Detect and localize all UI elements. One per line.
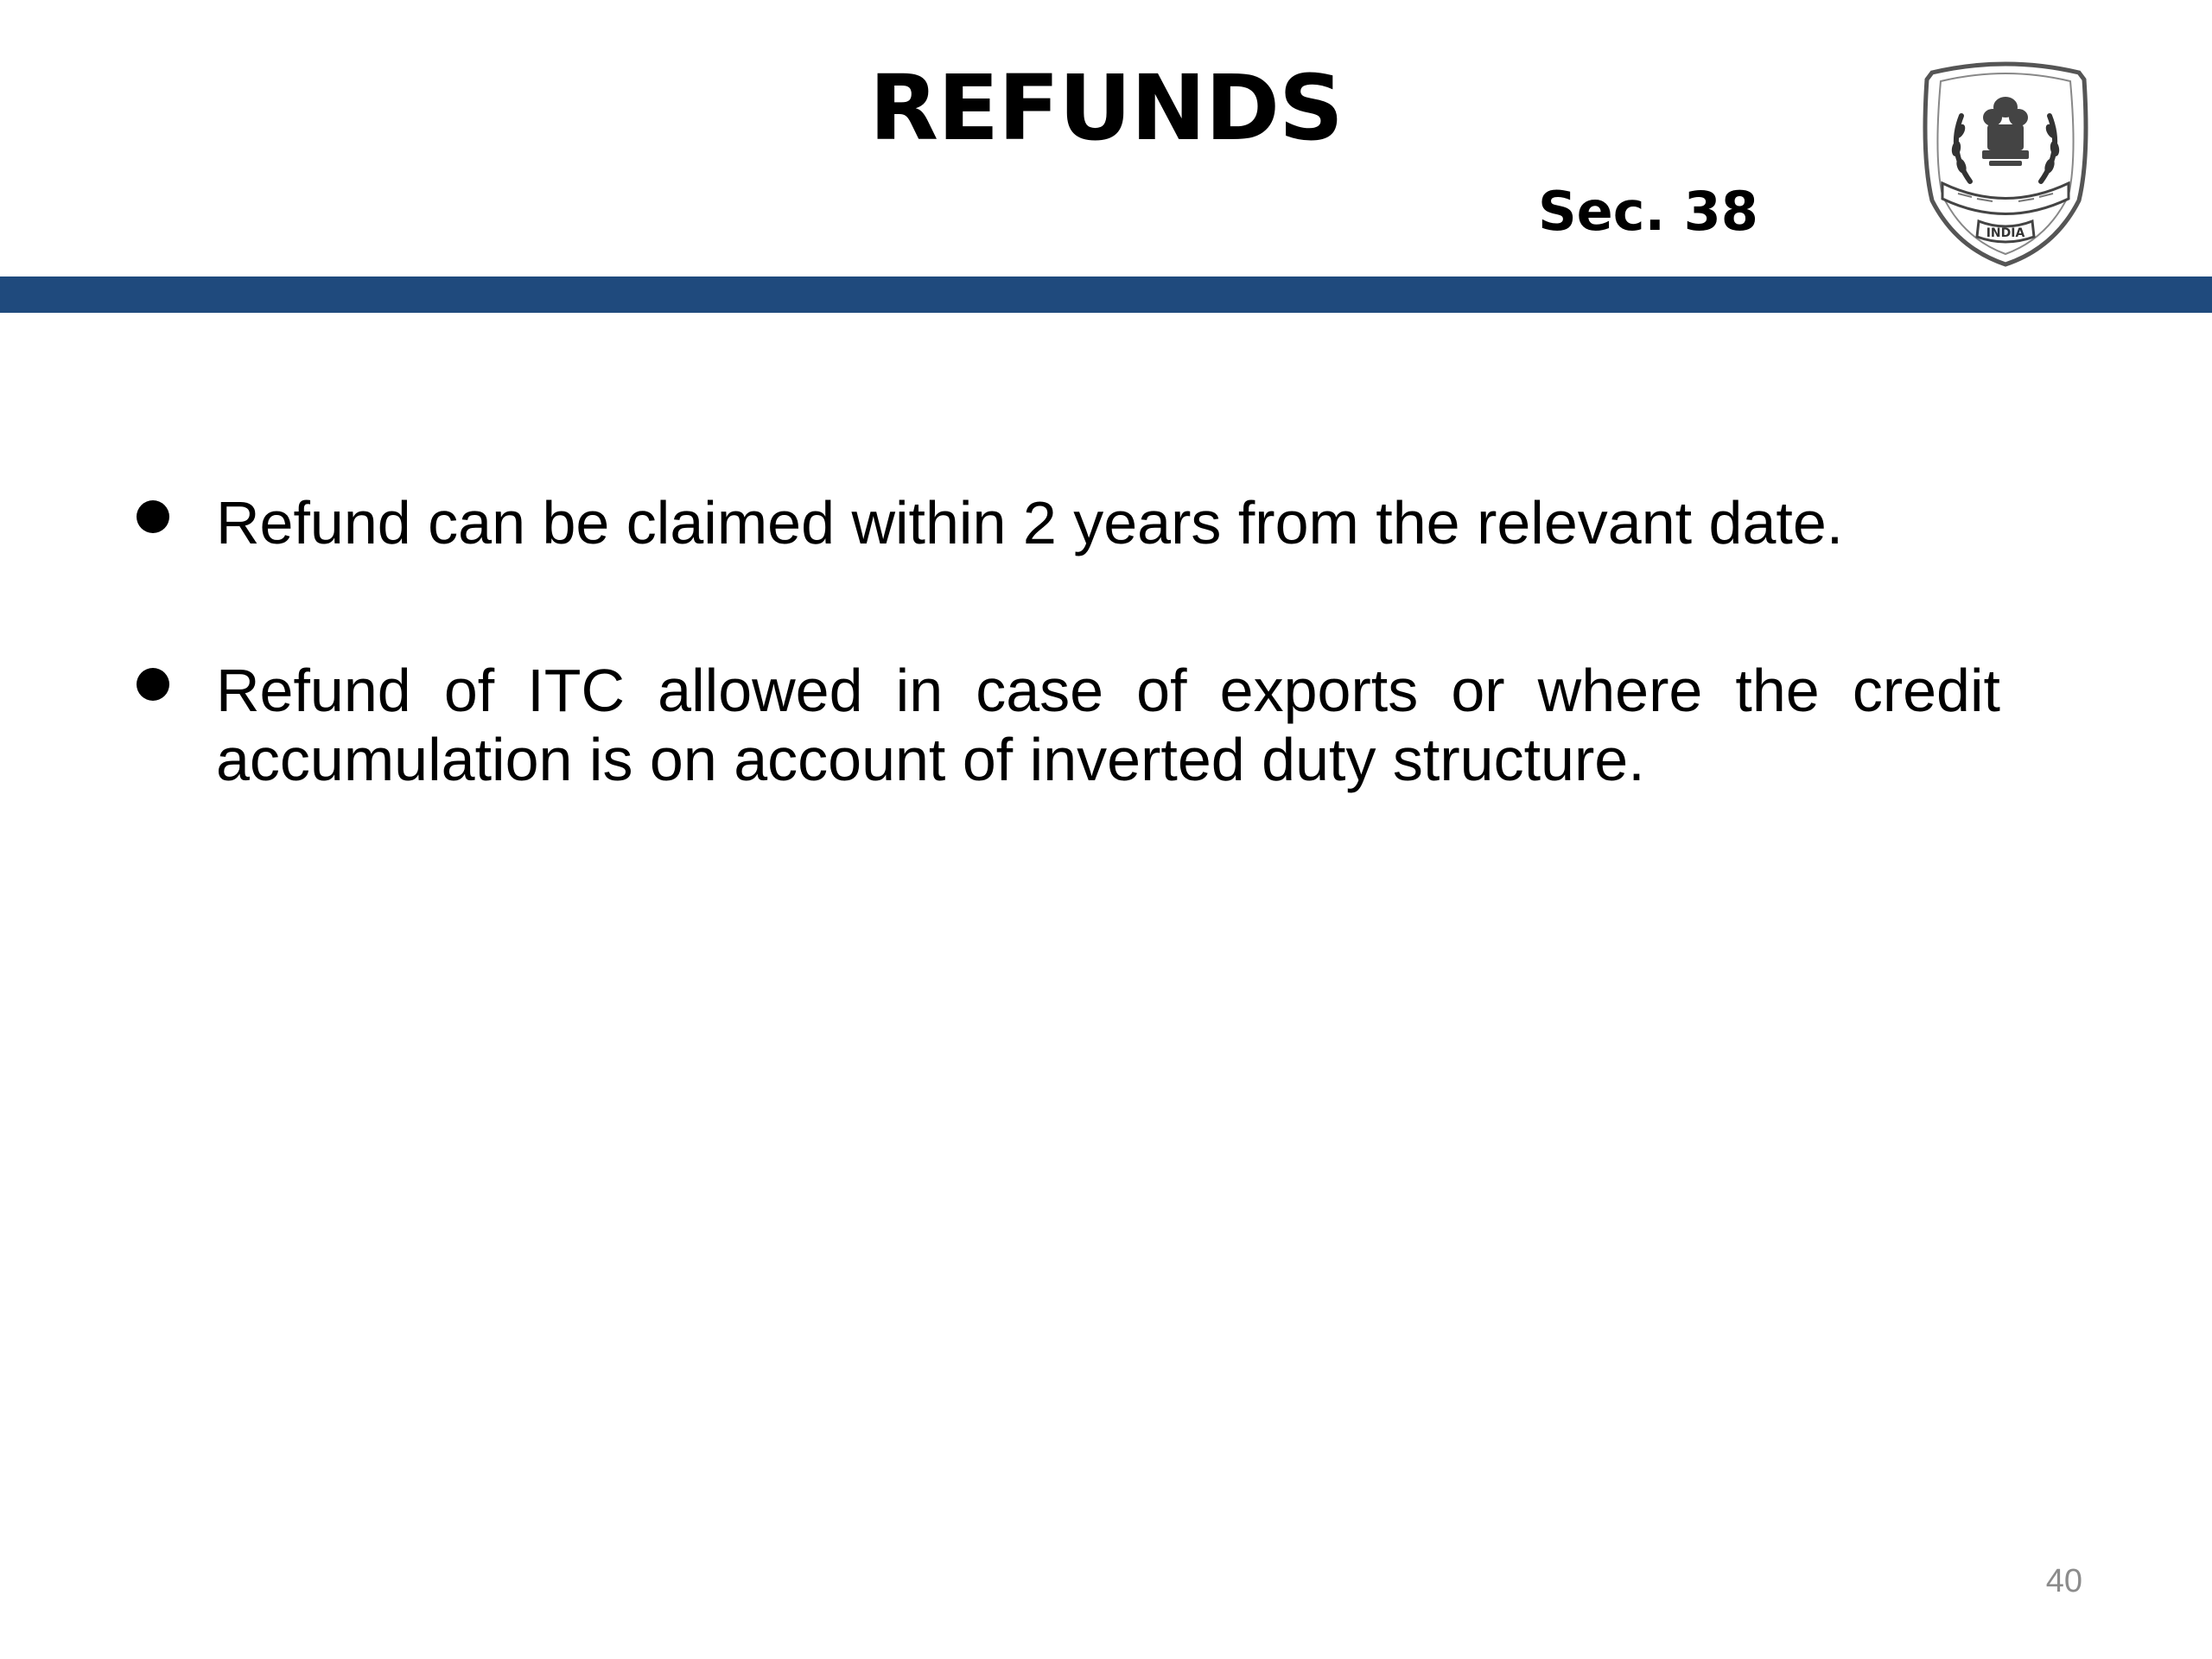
bullet-icon — [137, 668, 169, 701]
bullet-icon — [137, 500, 169, 533]
bullet-text: Refund can be claimed within 2 years from the relevant date. — [216, 489, 1844, 556]
bullet-text: Refund of ITC allowed in case of exports or where the credit accumulation is on account of inverted duty structure. — [216, 657, 2000, 793]
page-number: 40 — [2045, 1563, 2082, 1599]
bullet-item — [130, 656, 2000, 794]
cbec-emblem-icon — [1916, 54, 2094, 268]
bullet-item — [130, 488, 2000, 557]
header-divider-bar — [0, 276, 2212, 313]
emblem-text: INDIA — [1986, 226, 2025, 240]
slide-title: REFUNDS — [869, 55, 1343, 161]
section-reference: Sec. 38 — [1538, 180, 1758, 243]
bullet-list — [130, 488, 2000, 893]
